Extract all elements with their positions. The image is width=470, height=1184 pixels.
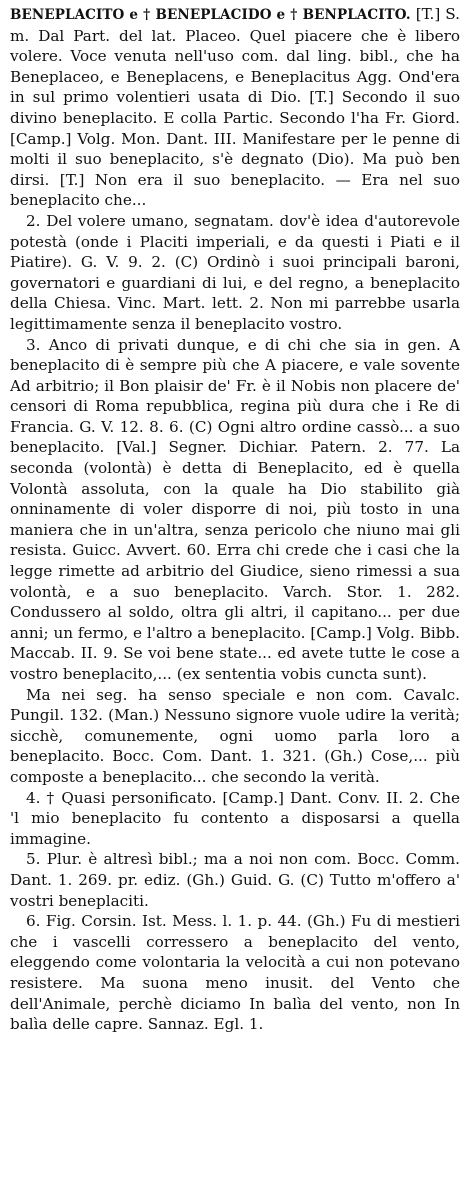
- sense-3: 3. Anco di privati dunque, e di chi che sia in gen. A beneplacito di è sempre più che A piacere, e vale sovente Ad arbitrio; il Bon plaisir de' Fr. è il Nobis non placere de' censori di Roma repubblica, regina più dura che i Re di Francia. G. V. 12. 8. 6. (C) Ogni altro ordine cassò... a suo beneplacito. [Val.] Segner. Dichiar. Patern. 2. 77. La seconda (volontà) è detta di Beneplacito, ed è quella Volontà assoluta, con la quale ha Dio stabilito già onninamente di voler disporre di noi, più tosto in una maniera che in un'altra, senza pericolo che niuno mai gli resista. Guicc. Avvert. 60. Erra chi crede che i casi che la legge rimette ad arbitrio del Giudice, sieno rimessi a sua volontà, e a suo beneplacito. Varch. Stor. 1. 282. Condussero al soldo, oltra gli altri, il capitano... per due anni; un fermo, e l'altro a beneplacito. [Camp.] Volg. Bibb. Maccab. II. 9. Se voi bene state... ed avete tutte le cose a vostro beneplacito,... (ex sententia vobis cuncta sunt).: [10, 335, 460, 683]
- sense-5: 5. Plur. è altresì bibl.; ma a noi non com. Bocc. Comm. Dant. 1. 269. pr. ediz. (Gh.) Guid. G. (C) Tutto m'offero a' vostri beneplaciti.: [10, 850, 460, 910]
- sense-3-note: Ma nei seg. ha senso speciale e non com. Cavalc. Pungil. 132. (Man.) Nessuno signore vuole udire la verità; sicchè, comunemente, ogni uomo parla loro a beneplacito. Bocc. Com. Dant. 1. 321. (Gh.) Cose,... più composte a beneplacito... che secondo la verità.: [10, 685, 460, 786]
- intro-text: [T.] S. m. Dal Part. del lat. Placeo. Quel piacere che è libero volere. Voce venuta nell'uso com. dal ling. bibl., che ha Beneplaceo, e Beneplacens, e Beneplacitus Agg. Ond'era in sul primo volentieri usata di Dio. [T.] Secondo il suo divino beneplacito. E colla Partic. Secondo l'ha Fr. Giord. [Camp.] Volg. Mon. Dant. III. Manifestare per le penne di molti il suo beneplacito, s'è degnato (Dio). Ma può ben dirsi. [T.] Non era il suo beneplacito. — Era nel suo beneplacito che...: [10, 5, 460, 210]
- sense-4: 4. † Quasi personificato. [Camp.] Dant. Conv. II. 2. Che 'l mio beneplacito fu contento a disposarsi a quella immagine.: [10, 788, 460, 848]
- headword: BENEPLACITO e † BENEPLACIDO e † BENPLACITO.: [10, 7, 411, 23]
- sense-2: 2. Del volere umano, segnatam. dov'è idea d'autorevole potestà (onde i Placiti imperiali, e da questi i Piati e il Piatire). G. V. 9. 2. (C) Ordinò i suoi principali baroni, governatori e guardiani di lui, e del regno, a beneplacito della Chiesa. Vinc. Mart. lett. 2. Non mi parrebbe usarla legittimamente senza il beneplacito vostro.: [10, 211, 460, 333]
- entry-intro: [10, 4, 460, 211]
- sense-6: 6. Fig. Corsin. Ist. Mess. l. 1. p. 44. (Gh.) Fu di mestieri che i vascelli corressero a beneplacito del vento, eleggendo come volontaria la velocità a cui non potevano resistere. Ma suona meno inusit. del Vento che dell'Animale, perchè diciamo In balìa del vento, non In balìa delle capre. Sannaz. Egl. 1.: [10, 912, 460, 1034]
